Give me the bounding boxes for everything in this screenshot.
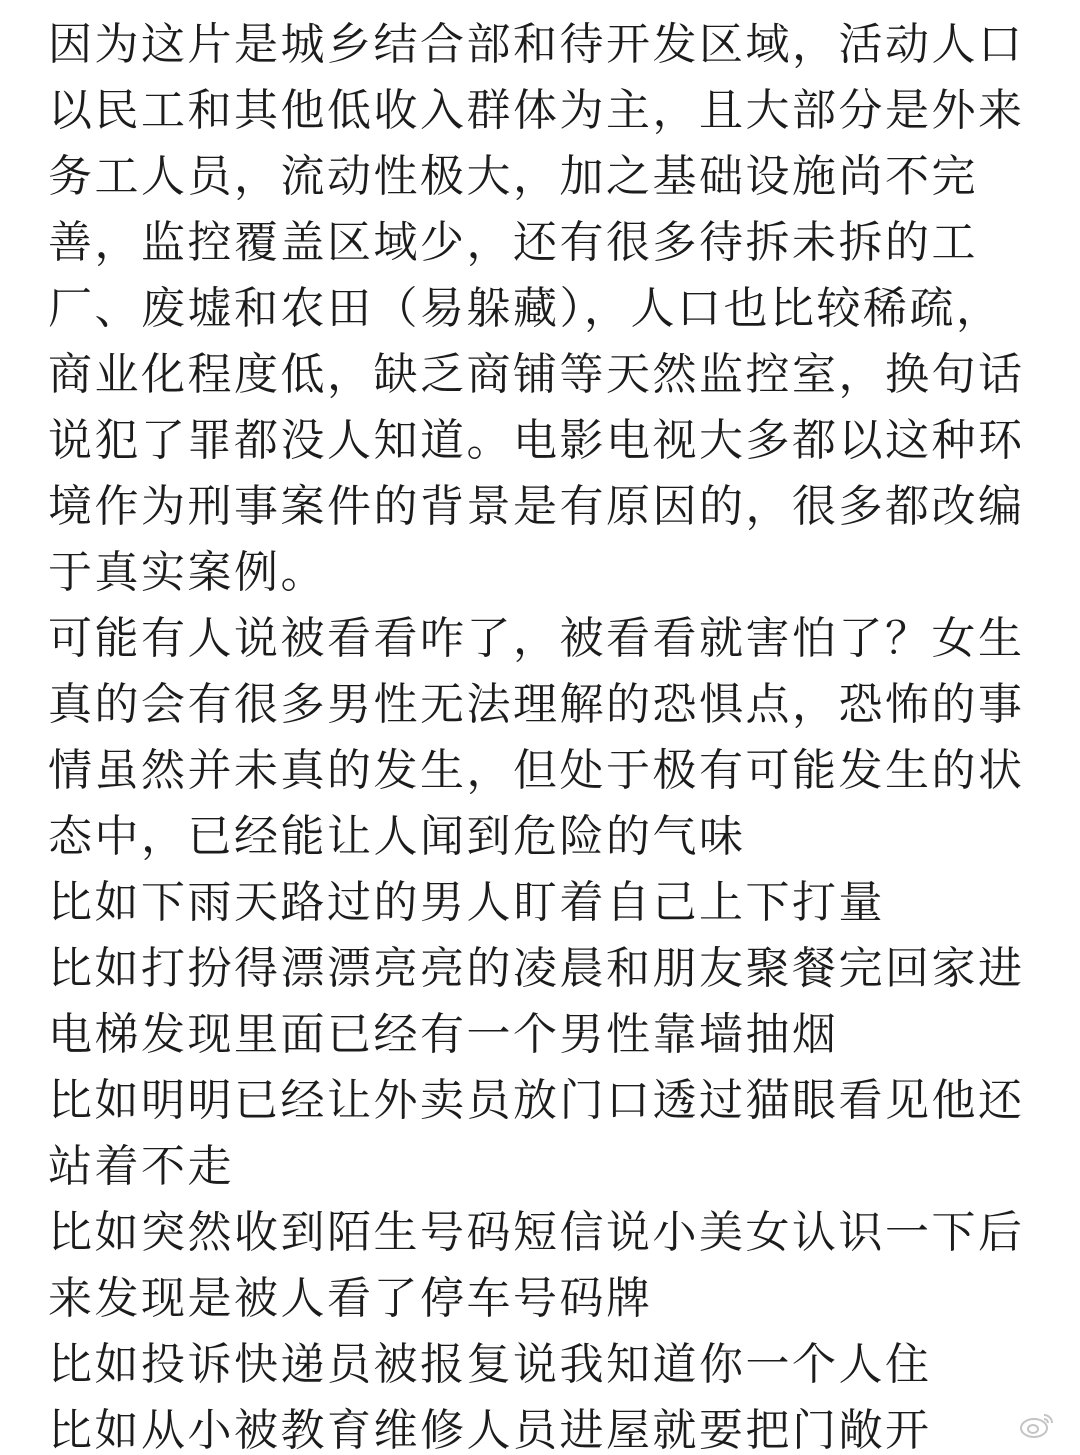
text-line: 务工人员，流动性极大，加之基础设施尚不完 [48, 151, 978, 202]
text-line: 站着不走 [48, 1141, 234, 1192]
text-line: 以民工和其他低收入群体为主，且大部分是外来 [48, 85, 1025, 136]
text-line: 可能有人说被看看咋了，被看看就害怕了？女生 [48, 613, 1025, 664]
text-line: 商业化程度低，缺乏商铺等天然监控室，换句话 [48, 349, 1025, 400]
text-line: 情虽然并未真的发生，但处于极有可能发生的状 [48, 745, 1025, 796]
text-line: 说犯了罪都没人知道。电影电视大多都以这种环 [48, 415, 1025, 466]
text-line: 因为这片是城乡结合部和待开发区域，活动人口 [48, 19, 1025, 70]
article-body [48, 12, 1058, 1455]
text-line: 比如下雨天路过的男人盯着自己上下打量 [48, 877, 885, 928]
text-line: 比如明明已经让外卖员放门口透过猫眼看见他还 [48, 1075, 1025, 1126]
text-line: 善，监控覆盖区域少，还有很多待拆未拆的工 [48, 217, 978, 268]
text-line: 真的会有很多男性无法理解的恐惧点，恐怖的事 [48, 679, 1025, 730]
text-line: 比如从小被教育维修人员进屋就要把门敞开 [48, 1405, 932, 1455]
text-line: 态中，已经能让人闻到危险的气味 [48, 811, 746, 862]
text-line: 比如投诉快递员被报复说我知道你一个人住 [48, 1339, 932, 1390]
text-line: 于真实案例。 [48, 547, 327, 598]
text-line: 境作为刑事案件的背景是有原因的，很多都改编 [48, 481, 1025, 532]
text-line: 电梯发现里面已经有一个男性靠墙抽烟 [48, 1009, 839, 1060]
text-line: 比如突然收到陌生号码短信说小美女认识一下后 [48, 1207, 1025, 1258]
weibo-logo-icon [1018, 1411, 1056, 1439]
text-line: 比如打扮得漂漂亮亮的凌晨和朋友聚餐完回家进 [48, 943, 1025, 994]
text-line: 厂、废墟和农田（易躲藏），人口也比较稀疏， [48, 283, 1003, 334]
text-line: 来发现是被人看了停车号码牌 [48, 1273, 653, 1324]
watermark [1010, 1407, 1070, 1443]
